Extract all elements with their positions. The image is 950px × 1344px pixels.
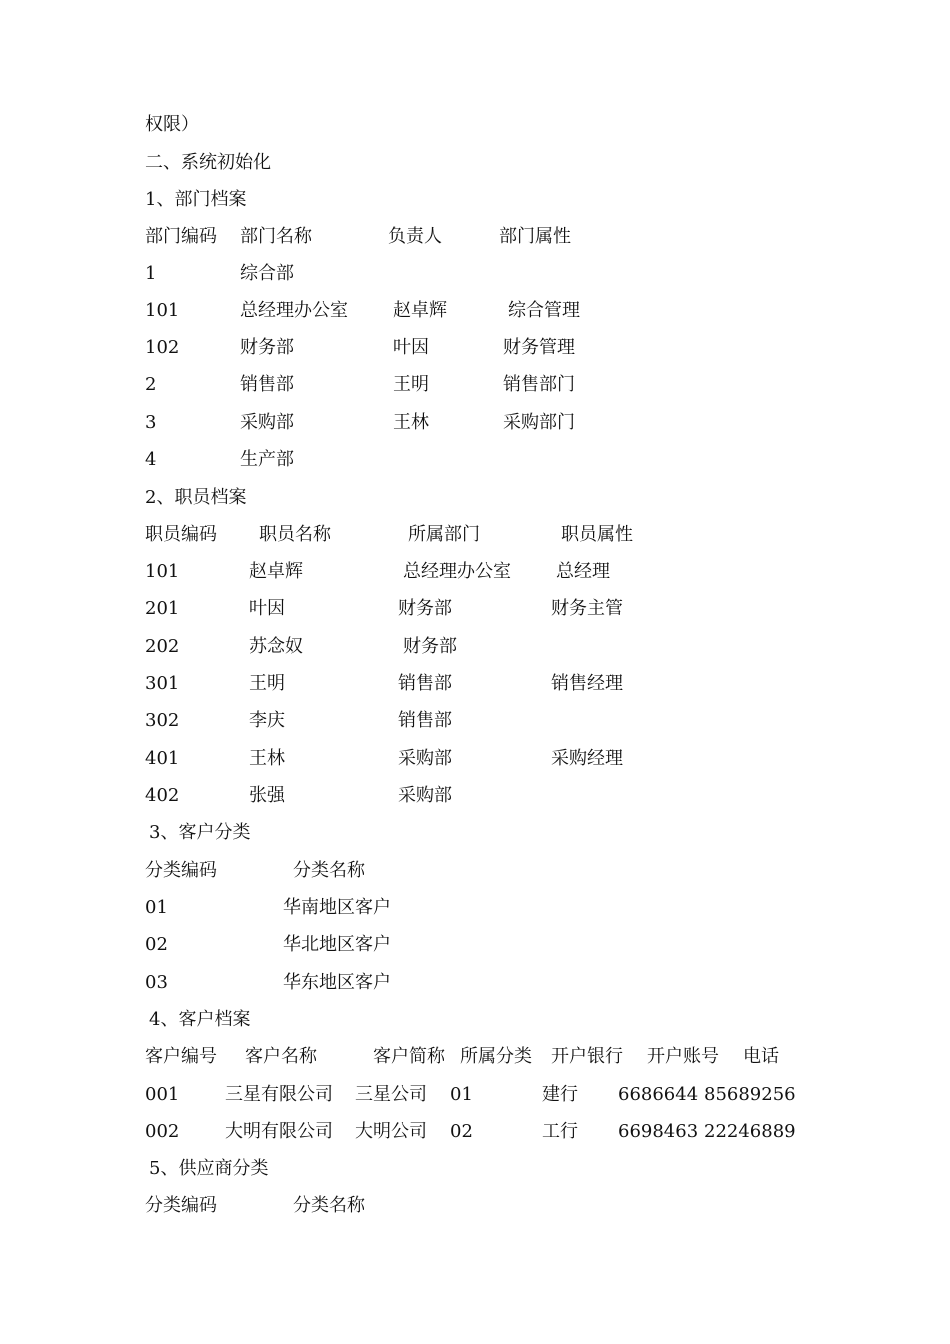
dept-attr: 销售部门: [503, 374, 575, 395]
staff-attr: 销售经理: [551, 673, 623, 694]
staff-dept: 财务部: [403, 636, 457, 657]
customer-code: 001: [145, 1084, 180, 1105]
dept-manager: 王林: [393, 412, 429, 433]
staff-col-attr: 职员属性: [561, 524, 633, 545]
staff-name: 叶因: [249, 598, 285, 619]
customer-name: 三星有限公司: [225, 1084, 333, 1105]
customers-col-class: 所属分类: [460, 1046, 532, 1067]
dept-name: 生产部: [240, 449, 294, 470]
customer-short: 三星公司: [355, 1084, 427, 1105]
dept-col-code: 部门编码: [145, 226, 217, 247]
intro-tail-text: 权限）: [145, 114, 199, 135]
dept-heading: 1、部门档案: [145, 189, 247, 210]
dept-code: 1: [145, 263, 157, 284]
customers-col-code: 客户编号: [145, 1046, 217, 1067]
staff-attr: 财务主管: [551, 598, 623, 619]
staff-code: 402: [145, 785, 180, 806]
cust-class-code: 02: [145, 934, 168, 955]
cust-class-name: 华南地区客户: [283, 897, 391, 918]
customer-phone: 85689256: [704, 1084, 796, 1105]
staff-dept: 总经理办公室: [403, 561, 511, 582]
customer-account: 6686644: [618, 1084, 699, 1105]
dept-code: 2: [145, 374, 157, 395]
staff-name: 赵卓辉: [249, 561, 303, 582]
dept-name: 采购部: [240, 412, 294, 433]
cust-class-name: 华东地区客户: [283, 972, 391, 993]
staff-code: 301: [145, 673, 180, 694]
staff-code: 401: [145, 748, 180, 769]
supp-class-heading: 5、供应商分类: [149, 1158, 269, 1179]
customer-class: 02: [450, 1121, 473, 1142]
customer-code: 002: [145, 1121, 180, 1142]
dept-manager: 王明: [393, 374, 429, 395]
customer-name: 大明有限公司: [225, 1121, 333, 1142]
staff-dept: 财务部: [398, 598, 452, 619]
supp-class-col-name: 分类名称: [293, 1195, 365, 1216]
cust-class-code: 01: [145, 897, 168, 918]
dept-name: 综合部: [240, 263, 294, 284]
staff-code: 201: [145, 598, 180, 619]
cust-class-name: 华北地区客户: [283, 934, 391, 955]
customers-col-name: 客户名称: [245, 1046, 317, 1067]
cust-class-col-name: 分类名称: [293, 860, 365, 881]
staff-name: 苏念奴: [249, 636, 303, 657]
dept-code: 101: [145, 300, 180, 321]
staff-col-code: 职员编码: [145, 524, 217, 545]
staff-attr: 总经理: [556, 561, 610, 582]
customers-col-bank: 开户银行: [551, 1046, 623, 1067]
staff-name: 李庆: [249, 710, 285, 731]
staff-code: 202: [145, 636, 180, 657]
dept-name: 销售部: [240, 374, 294, 395]
staff-dept: 销售部: [398, 673, 452, 694]
cust-class-heading: 3、客户分类: [149, 822, 251, 843]
cust-class-col-code: 分类编码: [145, 860, 217, 881]
staff-name: 王林: [249, 748, 285, 769]
customers-heading: 4、客户档案: [149, 1009, 251, 1030]
staff-name: 张强: [249, 785, 285, 806]
staff-col-dept: 所属部门: [408, 524, 480, 545]
customers-col-phone: 电话: [743, 1046, 779, 1067]
supp-class-col-code: 分类编码: [145, 1195, 217, 1216]
customer-phone: 22246889: [704, 1121, 796, 1142]
section-title: 二、系统初始化: [145, 152, 271, 173]
staff-code: 302: [145, 710, 180, 731]
staff-code: 101: [145, 561, 180, 582]
customer-account: 6698463: [618, 1121, 699, 1142]
staff-col-name: 职员名称: [259, 524, 331, 545]
dept-attr: 采购部门: [503, 412, 575, 433]
customer-bank: 建行: [542, 1084, 578, 1105]
dept-attr: 财务管理: [503, 337, 575, 358]
dept-col-attr: 部门属性: [499, 226, 571, 247]
customers-col-short: 客户简称: [373, 1046, 445, 1067]
staff-name: 王明: [249, 673, 285, 694]
customer-class: 01: [450, 1084, 473, 1105]
customers-col-account: 开户账号: [647, 1046, 719, 1067]
staff-dept: 采购部: [398, 748, 452, 769]
dept-code: 102: [145, 337, 180, 358]
staff-dept: 销售部: [398, 710, 452, 731]
dept-col-name: 部门名称: [240, 226, 312, 247]
dept-code: 3: [145, 412, 157, 433]
staff-dept: 采购部: [398, 785, 452, 806]
dept-name: 财务部: [240, 337, 294, 358]
dept-attr: 综合管理: [508, 300, 580, 321]
dept-name: 总经理办公室: [240, 300, 348, 321]
dept-code: 4: [145, 449, 157, 470]
cust-class-code: 03: [145, 972, 168, 993]
dept-manager: 叶因: [393, 337, 429, 358]
dept-col-manager: 负责人: [388, 226, 442, 247]
customer-short: 大明公司: [355, 1121, 427, 1142]
dept-manager: 赵卓辉: [393, 300, 447, 321]
customer-bank: 工行: [542, 1121, 578, 1142]
staff-attr: 采购经理: [551, 748, 623, 769]
staff-heading: 2、职员档案: [145, 487, 247, 508]
